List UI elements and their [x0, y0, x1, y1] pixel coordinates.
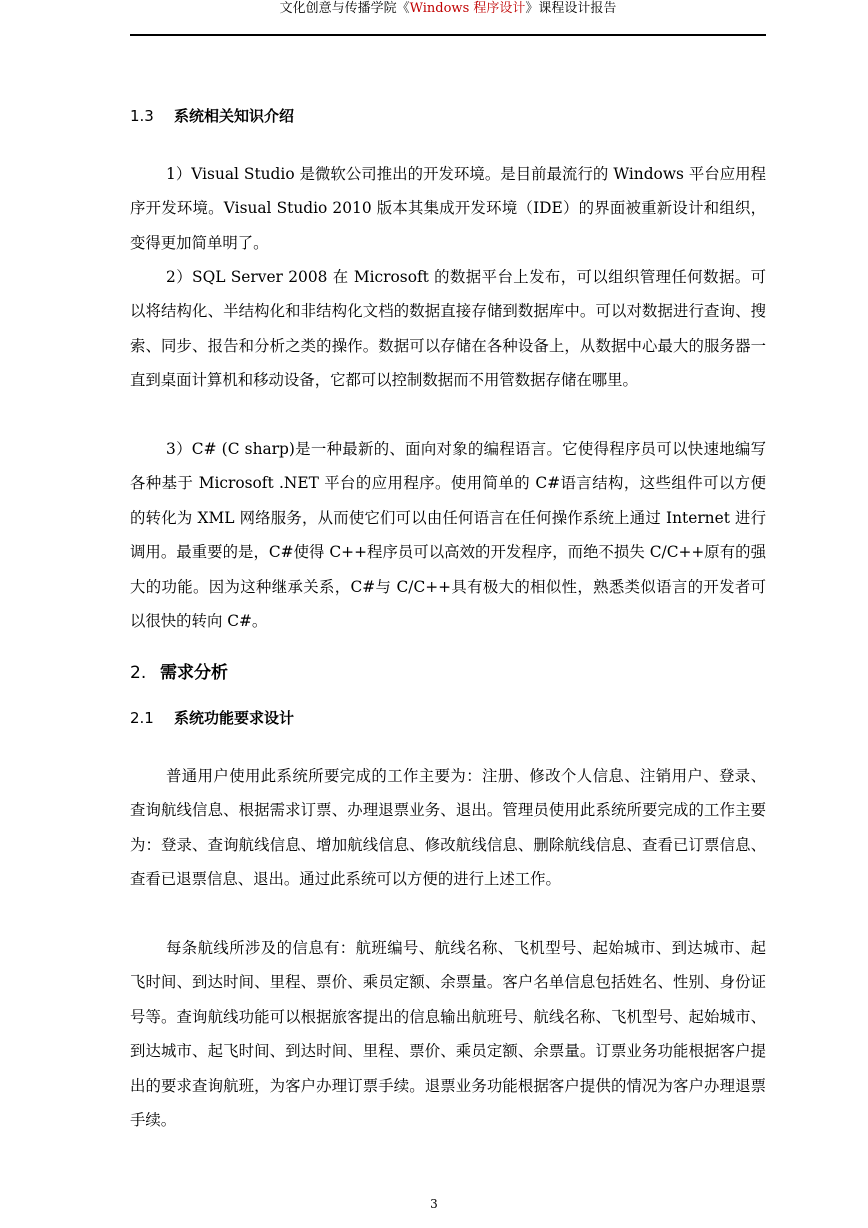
- section-number: 2.1: [130, 709, 154, 727]
- paragraph-visual-studio: 1）Visual Studio 是微软公司推出的开发环境。是目前最流行的 Windows 平台应用程序开发环境。Visual Studio 2010 版本其集成开发环境（IDE）的界面被重新设计和组织，变得更加简单明了。: [130, 165, 766, 252]
- paragraph-sql-server: 2）SQL Server 2008 在 Microsoft 的数据平台上发布，可以组织管理任何数据。可以将结构化、半结构化和非结构化文档的数据直接存储到数据库中。可以对数据进行查询、搜索、同步、报告和分析之类的操作。数据可以存储在各种设备上，从数据中心最大的服务器一直到桌面计算机和移动设备，它都可以控制数据而不用管数据存储在哪里。: [130, 268, 766, 390]
- page-header: [130, 0, 766, 36]
- paragraph-user-functions: 普通用户使用此系统所要完成的工作主要为：注册、修改个人信息、注销用户、登录、查询航线信息、根据需求订票、办理退票业务、退出。管理员使用此系统所要完成的工作主要为：登录、查询航线信息、增加航线信息、修改航线信息、删除航线信息、查看已订票信息、查看已退票信息、退出。通过此系统可以方便的进行上述工作。: [130, 767, 766, 889]
- section-1-3-heading: [130, 106, 294, 126]
- paragraph-route-info: 每条航线所涉及的信息有：航班编号、航线名称、飞机型号、起始城市、到达城市、起飞时间、到达时间、里程、票价、乘员定额、余票量。客户名单信息包括姓名、性别、身份证号等。查询航线功能可以根据旅客提出的信息输出航班号、航线名称、飞机型号、起始城市、到达城市、起飞时间、到达时间、里程、票价、乘员定额、余票量。订票业务功能根据客户提出的要求查询航班，为客户办理订票手续。退票业务功能根据客户提供的情况为客户办理退票手续。: [130, 939, 766, 1130]
- section-number: 1.3: [130, 107, 154, 125]
- section-2-heading: [130, 661, 228, 685]
- section-2-1-heading: [130, 708, 294, 728]
- section-title: 需求分析: [160, 663, 228, 683]
- section-title: 系统功能要求设计: [174, 709, 295, 727]
- page-number: 3: [430, 1197, 438, 1211]
- header-prefix: 文化创意与传播学院《: [279, 1, 410, 16]
- header-suffix: 》课程设计报告: [525, 1, 617, 16]
- header-course-name: Windows 程序设计: [409, 1, 526, 16]
- section-title: 系统相关知识介绍: [174, 107, 295, 125]
- paragraph-csharp: 3）C# (C sharp)是一种最新的、面向对象的编程语言。它使得程序员可以快速地编写各种基于 Microsoft .NET 平台的应用程序。使用简单的 C#语言结构，这些组件可以方便的转化为 XML 网络服务，从而使它们可以由任何语言在任何操作系统上通过 Internet 进行调用。最重要的是，C#使得 C++程序员可以高效的开发程序，而绝不损失 C/C++原有的强大的功能。因为这种继承关系，C#与 C/C++具有极大的相似性，熟悉类似语言的开发者可以很快的转向 C#。: [130, 440, 766, 631]
- section-number: 2.: [130, 663, 147, 683]
